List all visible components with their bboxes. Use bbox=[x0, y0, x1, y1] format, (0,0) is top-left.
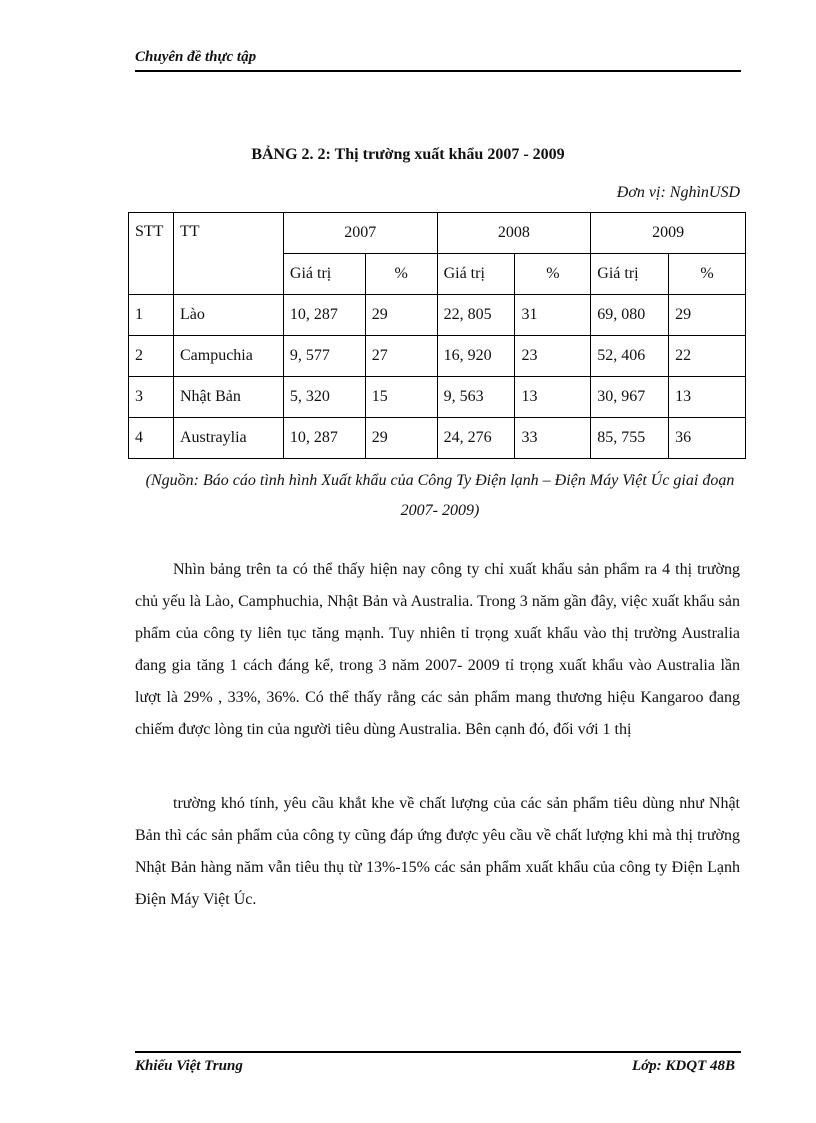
cell-market: Austraylia bbox=[173, 418, 283, 459]
cell-pct-2009: 13 bbox=[669, 377, 746, 418]
cell-value-2009: 30, 967 bbox=[591, 377, 669, 418]
header-year-2008: 2008 bbox=[437, 213, 591, 254]
subheader-value: Giá trị bbox=[591, 254, 669, 295]
cell-pct-2007: 15 bbox=[365, 377, 437, 418]
header-year-2007: 2007 bbox=[283, 213, 437, 254]
cell-pct-2009: 22 bbox=[669, 336, 746, 377]
cell-value-2008: 24, 276 bbox=[437, 418, 515, 459]
subheader-pct: % bbox=[669, 254, 746, 295]
cell-value-2008: 22, 805 bbox=[437, 295, 515, 336]
cell-pct-2008: 23 bbox=[515, 336, 591, 377]
cell-pct-2007: 29 bbox=[365, 418, 437, 459]
cell-pct-2007: 29 bbox=[365, 295, 437, 336]
cell-market: Nhật Bản bbox=[173, 377, 283, 418]
cell-market: Lào bbox=[173, 295, 283, 336]
cell-value-2009: 85, 755 bbox=[591, 418, 669, 459]
header-stt: STT bbox=[129, 213, 174, 295]
header-tt: TT bbox=[173, 213, 283, 295]
subheader-pct: % bbox=[515, 254, 591, 295]
footer-class: Lớp: KDQT 48B bbox=[631, 1058, 735, 1074]
export-market-table bbox=[128, 212, 746, 459]
subheader-value: Giá trị bbox=[437, 254, 515, 295]
subheader-value: Giá trị bbox=[283, 254, 365, 295]
page-header bbox=[135, 48, 741, 72]
cell-value-2009: 52, 406 bbox=[591, 336, 669, 377]
cell-stt: 1 bbox=[129, 295, 174, 336]
cell-pct-2008: 33 bbox=[515, 418, 591, 459]
table-header-row-1 bbox=[129, 213, 746, 254]
cell-pct-2008: 31 bbox=[515, 295, 591, 336]
cell-stt: 3 bbox=[129, 377, 174, 418]
cell-pct-2009: 36 bbox=[669, 418, 746, 459]
table-row bbox=[129, 418, 746, 459]
unit-label: Đơn vị: NghìnUSD bbox=[616, 184, 740, 201]
cell-pct-2007: 27 bbox=[365, 336, 437, 377]
cell-value-2008: 9, 563 bbox=[437, 377, 515, 418]
source-note: (Nguồn: Báo cáo tình hình Xuất khẩu của Công Ty Điện lạnh – Điện Máy Việt Úc giai đoạn 2007- 2009) bbox=[145, 472, 735, 519]
table-row bbox=[129, 377, 746, 418]
cell-value-2007: 5, 320 bbox=[283, 377, 365, 418]
cell-stt: 2 bbox=[129, 336, 174, 377]
cell-value-2007: 10, 287 bbox=[283, 418, 365, 459]
cell-market: Campuchia bbox=[173, 336, 283, 377]
cell-value-2007: 10, 287 bbox=[283, 295, 365, 336]
header-year-2009: 2009 bbox=[591, 213, 746, 254]
cell-stt: 4 bbox=[129, 418, 174, 459]
cell-value-2007: 9, 577 bbox=[283, 336, 365, 377]
table-title: BẢNG 2. 2: Thị trường xuất khẩu 2007 - 2009 bbox=[251, 146, 565, 163]
table-row bbox=[129, 295, 746, 336]
cell-pct-2009: 29 bbox=[669, 295, 746, 336]
footer-author: Khiếu Việt Trung bbox=[135, 1058, 243, 1074]
header-text: Chuyên đề thực tập bbox=[135, 49, 257, 65]
table-row bbox=[129, 336, 746, 377]
body-paragraph-2: trường khó tính, yêu cầu khắt khe về chất lượng của các sản phẩm tiêu dùng như Nhật Bản thì các sản phẩm của công ty cũng đáp ứng được yêu cầu về chất lượng khi mà thị trường Nhật Bản hàng năm vẫn tiêu thụ từ 13%-15% các sản phẩm xuất khẩu của công ty Điện Lạnh Điện Máy Việt Úc. bbox=[135, 795, 740, 908]
subheader-pct: % bbox=[365, 254, 437, 295]
cell-pct-2008: 13 bbox=[515, 377, 591, 418]
cell-value-2008: 16, 920 bbox=[437, 336, 515, 377]
page-footer bbox=[135, 1051, 741, 1081]
cell-value-2009: 69, 080 bbox=[591, 295, 669, 336]
body-paragraph-1: Nhìn bảng trên ta có thể thấy hiện nay công ty chỉ xuất khẩu sản phẩm ra 4 thị trường chủ yếu là Lào, Camphuchia, Nhật Bản và Australia. Trong 3 năm gần đây, việc xuất khẩu sản phẩm của công ty liên tục tăng mạnh. Tuy nhiên tỉ trọng xuất khẩu vào thị trường Australia đang gia tăng 1 cách đáng kể, trong 3 năm 2007- 2009 tỉ trọng xuất khẩu vào Australia lần lượt là 29% , 33%, 36%. Có thể thấy rằng các sản phẩm mang thương hiệu Kangaroo đang chiếm được lòng tin của người tiêu dùng Australia. Bên cạnh đó, đối với 1 thị bbox=[135, 561, 740, 738]
